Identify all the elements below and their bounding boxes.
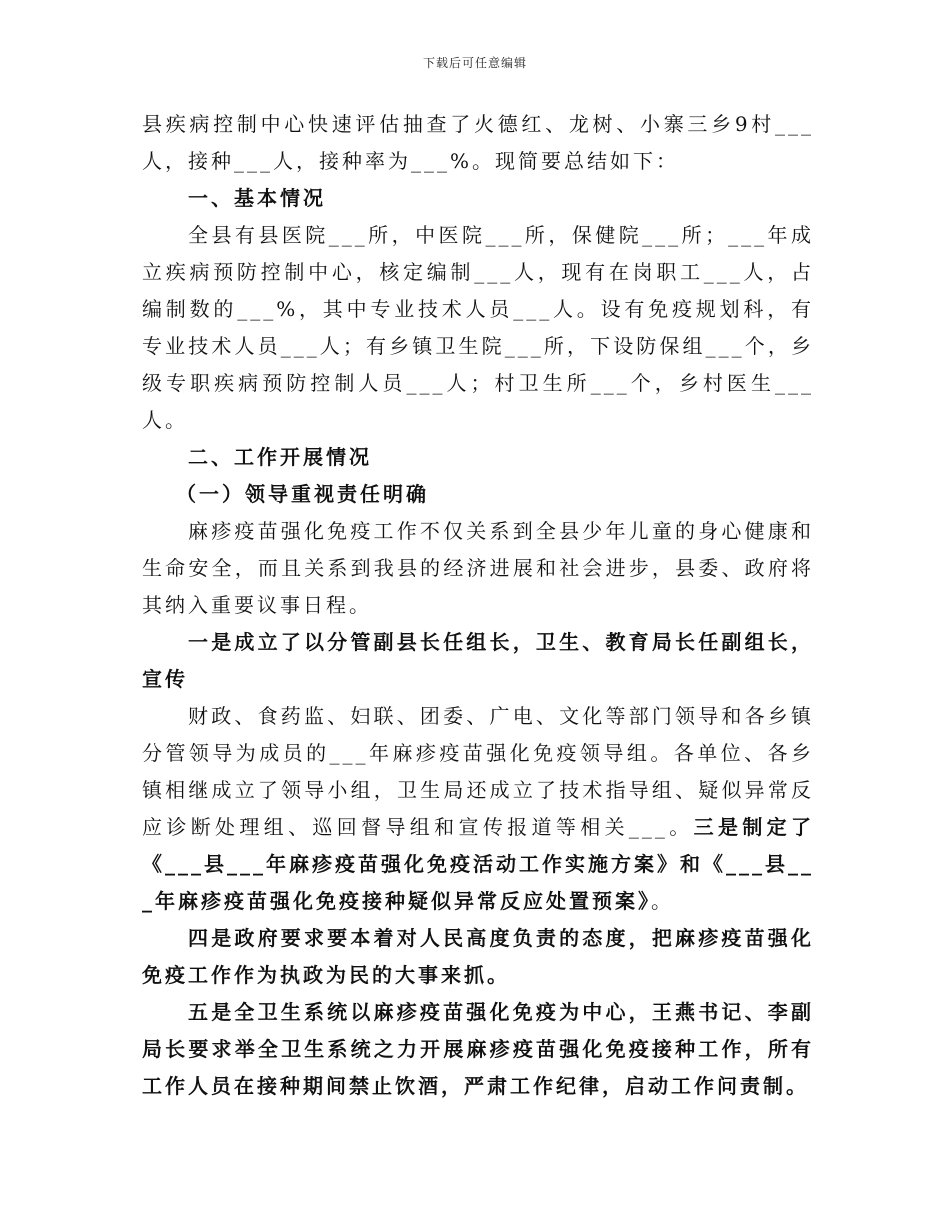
subsection-heading-leadership: （一）领导重视责任明确 — [176, 482, 429, 506]
paragraph-point-one: 一是成立了以分管副县长任组长，卫生、教育局长任副组长，宣传 — [142, 630, 814, 691]
paragraph-departments-tail: 。 — [651, 889, 674, 913]
page-header-note: 下载后可任意编辑 — [422, 56, 527, 70]
paragraph-point-three: 三是制定了《___县___年麻疹疫苗强化免疫活动工作实施方案》和《___县___年麻疹疫苗强化免疫接种疑似异常反应处置预案》 — [142, 815, 815, 913]
paragraph-departments — [142, 698, 814, 920]
paragraph-departments-text: 财政、食药监、妇联、团委、广电、文化等部门领导和各乡镇分管领导为成员的___年麻疹疫苗强化免疫领导组。各单位、各乡镇相继成立了领导小组，卫生局还成立了技术指导组、疑似异常反应诊断处理组、巡回督导组和宣传报道等相关___。 — [142, 704, 814, 839]
paragraph-basic-situation: 全县有县医院___所，中医院___所，保健院___所；___年成立疾病预防控制中心，核定编制___人，现有在岗职工___人，占编制数的___%，其中专业技术人员___人。设有免疫规划科，有专业技术人员___人；有乡镇卫生院___所，下设防保组___个，乡级专职疾病预防控制人员___人；村卫生所___个，乡村医生___人。 — [142, 223, 814, 432]
paragraph-point-four: 四是政府要求要本着对人民高度负责的态度，把麻疹疫苗强化免疫工作作为执政为民的大事来抓。 — [142, 926, 814, 987]
document-body — [142, 106, 814, 1105]
section-heading-work-progress: 二、工作开展情况 — [188, 445, 372, 469]
paragraph-intro: 县疾病控制中心快速评估抽查了火德红、龙树、小寨三乡9村___人，接种___人，接种率为___%。现简要总结如下： — [142, 112, 814, 173]
paragraph-point-five: 五是全卫生系统以麻疹疫苗强化免疫为中心，王燕书记、李副局长要求举全卫生系统之力开展麻疹疫苗强化免疫接种工作，所有工作人员在接种期间禁止饮酒，严肃工作纪律，启动工作问责制。 — [142, 1000, 814, 1098]
paragraph-leadership-intro: 麻疹疫苗强化免疫工作不仅关系到全县少年儿童的身心健康和生命安全，而且关系到我县的经济进展和社会进步，县委、政府将其纳入重要议事日程。 — [142, 519, 814, 617]
section-heading-basic-situation: 一、基本情况 — [188, 186, 326, 210]
